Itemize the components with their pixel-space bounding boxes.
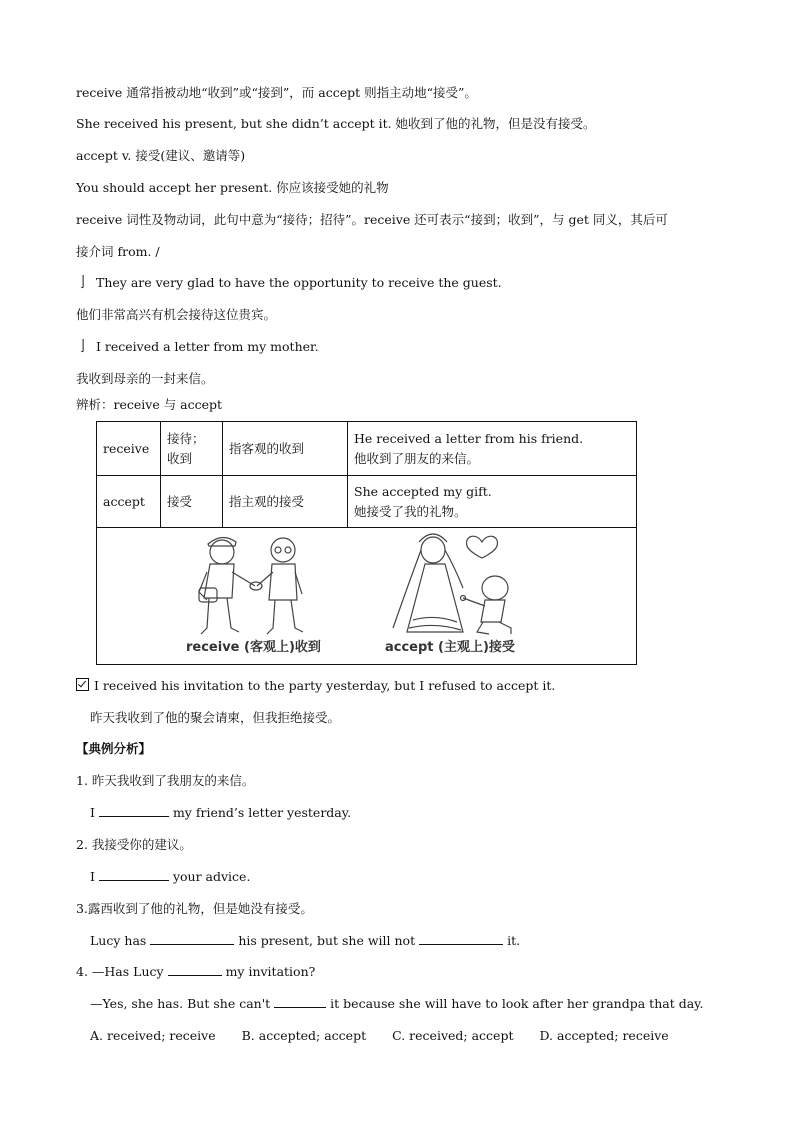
blank-field[interactable]: [274, 995, 326, 1008]
caption-accept: accept (主观上)接受: [385, 640, 515, 655]
table-row: [97, 422, 637, 476]
word-cell: receive: [97, 422, 161, 476]
answer-line-2: [90, 868, 250, 886]
answer-text: my invitation?: [225, 964, 316, 979]
proposal-illustration: [393, 534, 511, 634]
example-line: [76, 677, 555, 695]
question-1: 1. 昨天我收到了我朋友的来信。: [76, 773, 255, 788]
answer-text: I: [90, 869, 95, 884]
option-d[interactable]: D. accepted; receive: [539, 1028, 669, 1043]
bullet-mark: 亅: [76, 339, 90, 355]
answer-text: Lucy has: [90, 933, 147, 948]
table-row: [97, 476, 637, 528]
meaning-cell: 接待；收到: [161, 422, 223, 476]
checkbox-icon: [76, 678, 89, 691]
illustration: [97, 528, 636, 656]
usage-cell: 指客观的收到: [223, 422, 348, 476]
option-a[interactable]: A. received; receive: [90, 1028, 216, 1043]
answer-text: it because she will have to look after her grandpa that day.: [330, 996, 704, 1011]
question-2: 2. 我接受你的建议。: [76, 837, 192, 852]
question-3: 3.露西收到了他的礼物，但是她没有接受。: [76, 901, 313, 916]
option-b[interactable]: B. accepted; accept: [241, 1028, 367, 1043]
table-row: [97, 528, 637, 665]
blank-field[interactable]: [168, 963, 222, 976]
bullet-mark: 亅: [76, 275, 90, 291]
text-line: 昨天我收到了他的聚会请柬，但我拒绝接受。: [90, 710, 341, 725]
example-cn: 他收到了朋友的来信。: [354, 450, 480, 466]
word-cell: accept: [97, 476, 161, 528]
illustration-cell: [97, 528, 637, 665]
blank-field[interactable]: [150, 932, 234, 945]
text-line: She received his present, but she didn’t accept it. 她收到了他的礼物，但是没有接受。: [76, 116, 596, 131]
example-en: She accepted my gift.: [354, 483, 492, 499]
caption-receive: receive (客观上)收到: [186, 640, 321, 655]
comparison-table: [96, 421, 637, 665]
answer-text: your advice.: [172, 869, 251, 884]
answer-text: 4. —Has Lucy: [76, 964, 164, 979]
text-line: 他们非常高兴有机会接待这位贵宾。: [76, 307, 277, 322]
option-c[interactable]: C. received; accept: [392, 1028, 514, 1043]
meaning-cell: 接受: [161, 476, 223, 528]
section-title: 【典例分析】: [76, 741, 152, 756]
answer-text: I: [90, 805, 95, 820]
answer-text: my friend’s letter yesterday.: [172, 805, 352, 820]
question-4: [76, 963, 315, 981]
example-text: They are very glad to have the opportunity to receive the guest.: [96, 275, 502, 290]
example-text: I received a letter from my mother.: [96, 339, 319, 354]
usage-cell: 指主观的接受: [223, 476, 348, 528]
options-line: [90, 1027, 695, 1045]
example-cell: [348, 422, 637, 476]
answer-text: his present, but she will not: [238, 933, 416, 948]
example-cell: [348, 476, 637, 528]
text-line: 我收到母亲的一封来信。: [76, 371, 214, 386]
example-line: [76, 338, 319, 356]
blank-field[interactable]: [99, 804, 169, 817]
handshake-illustration: [199, 537, 303, 634]
question-4-reply: [90, 995, 704, 1013]
example-text: I received his invitation to the party yesterday, but I refused to accept it.: [94, 678, 556, 693]
text-line: accept v. 接受(建议、邀请等): [76, 148, 246, 163]
answer-text: —Yes, she has. But she can't: [90, 996, 271, 1011]
answer-line-3: [90, 932, 520, 950]
text-line: 接介词 from. /: [76, 244, 160, 259]
answer-text: it.: [507, 933, 521, 948]
subheading: 辨析：receive 与 accept: [76, 397, 223, 412]
text-line: You should accept her present. 你应该接受她的礼物: [76, 180, 389, 195]
example-line: [76, 274, 502, 292]
blank-field[interactable]: [419, 932, 503, 945]
example-cn: 她接受了我的礼物。: [354, 503, 467, 519]
blank-field[interactable]: [99, 868, 169, 881]
text-line: receive 词性及物动词，此句中意为“接待；招待”。receive 还可表示“接到；收到”，与 get 同义，其后可: [76, 212, 668, 227]
example-en: He received a letter from his friend.: [354, 430, 584, 446]
answer-line-1: [90, 804, 351, 822]
text-line: receive 通常指被动地“收到”或“接到”，而 accept 则指主动地“接受”。: [76, 85, 477, 100]
